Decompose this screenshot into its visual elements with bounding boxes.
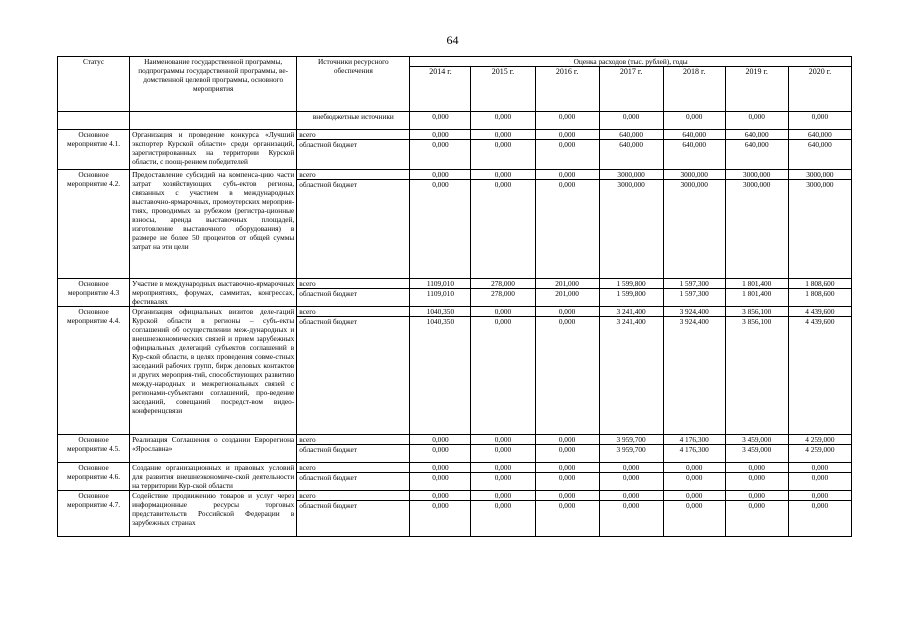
value-cell: 640,000	[599, 140, 663, 170]
measure-status: Основное мероприятие 4.4.	[58, 307, 130, 435]
value-cell: 0,000	[410, 473, 471, 491]
value-cell: 0,000	[410, 435, 471, 445]
measure-name: Реализация Соглашения о создании Еврорегиона «Ярославна»	[130, 435, 297, 463]
value-cell: 201,000	[535, 289, 599, 307]
value-cell: 4 439,600	[788, 317, 851, 435]
value-cell: 640,000	[599, 130, 663, 140]
value-cell: 278,000	[471, 289, 535, 307]
value-cell: 0,000	[725, 463, 788, 473]
offbudget-source: внебюджетные источники	[297, 112, 410, 130]
value-cell: 3 856,100	[725, 317, 788, 435]
measure-status: Основное мероприятие 4.5.	[58, 435, 130, 463]
value-cell: 0,000	[725, 473, 788, 491]
measure-status: Основное мероприятие 4.6.	[58, 463, 130, 491]
value-cell: 0,000	[410, 463, 471, 473]
value-cell: 0,000	[535, 112, 599, 130]
funding-source: всего	[297, 170, 410, 180]
header-year: 2019 г.	[725, 67, 788, 112]
value-cell: 0,000	[471, 473, 535, 491]
funding-source: всего	[297, 130, 410, 140]
measure-name: Предоставление субсидий на компенса-цию части затрат хозяйствующих субъ-ектов региона, связанных с участием в международных выставочно-ярмарочных, промоутерских мероприя-тиях, проводимых за рубежом (регистра-ционные взносы, аренда выставочных площадей, изготовление выставочного оборудования) в размере не более 50 процентов от общей суммы затрат на эти цели	[130, 170, 297, 279]
value-cell: 1040,350	[410, 317, 471, 435]
value-cell: 0,000	[599, 491, 663, 501]
funding-source: областной бюджет	[297, 501, 410, 537]
value-cell: 3000,000	[788, 170, 851, 180]
value-cell: 4 439,600	[788, 307, 851, 317]
value-cell: 0,000	[535, 501, 599, 537]
value-cell: 1109,010	[410, 289, 471, 307]
value-cell: 0,000	[471, 180, 535, 279]
value-cell: 640,000	[725, 130, 788, 140]
value-cell: 0,000	[725, 112, 788, 130]
measure-name: Создание организационных и правовых условий для развития внешнеэкономиче-ской деятельности на территории Кур-ской области	[130, 463, 297, 491]
value-cell: 4 176,300	[663, 445, 725, 463]
funding-source: всего	[297, 307, 410, 317]
value-cell: 1 801,400	[725, 279, 788, 289]
value-cell: 0,000	[725, 501, 788, 537]
measure-status: Основное мероприятие 4.1.	[58, 130, 130, 170]
value-cell: 0,000	[535, 140, 599, 170]
funding-source: областной бюджет	[297, 140, 410, 170]
value-cell: 0,000	[788, 463, 851, 473]
table-row	[58, 463, 852, 473]
measure-name: Организация и проведение конкурса «Лучший экспортер Курской области» среди организаций, зарегистрированных на территории Курской области, с поощ-рением победителей	[130, 130, 297, 170]
funding-source: всего	[297, 435, 410, 445]
value-cell: 3 241,400	[599, 307, 663, 317]
value-cell: 3 959,700	[599, 435, 663, 445]
value-cell: 3 924,400	[663, 317, 725, 435]
header-source: Источники ресурсного обеспечения	[297, 57, 410, 112]
value-cell: 0,000	[471, 112, 535, 130]
funding-source: всего	[297, 279, 410, 289]
value-cell: 0,000	[663, 473, 725, 491]
funding-source: областной бюджет	[297, 317, 410, 435]
value-cell: 0,000	[471, 491, 535, 501]
value-cell: 1 808,600	[788, 279, 851, 289]
value-cell: 3 459,000	[725, 445, 788, 463]
value-cell: 0,000	[535, 445, 599, 463]
value-cell: 0,000	[471, 463, 535, 473]
value-cell: 1 599,800	[599, 279, 663, 289]
funding-source: областной бюджет	[297, 289, 410, 307]
value-cell: 0,000	[788, 501, 851, 537]
budget-table	[57, 56, 852, 537]
value-cell: 3 241,400	[599, 317, 663, 435]
value-cell: 0,000	[599, 473, 663, 491]
value-cell: 0,000	[410, 180, 471, 279]
value-cell: 0,000	[410, 170, 471, 180]
table-row	[58, 279, 852, 289]
value-cell: 0,000	[663, 463, 725, 473]
measure-status: Основное мероприятие 4.7.	[58, 491, 130, 537]
table-row	[58, 170, 852, 180]
header-year: 2015 г.	[471, 67, 535, 112]
value-cell: 0,000	[410, 491, 471, 501]
value-cell: 0,000	[471, 317, 535, 435]
value-cell: 0,000	[471, 140, 535, 170]
value-cell: 0,000	[535, 307, 599, 317]
value-cell: 0,000	[663, 501, 725, 537]
value-cell: 1 808,600	[788, 289, 851, 307]
value-cell: 0,000	[535, 317, 599, 435]
value-cell: 0,000	[663, 491, 725, 501]
value-cell: 3 459,000	[725, 435, 788, 445]
value-cell: 4 259,000	[788, 445, 851, 463]
value-cell: 3 856,100	[725, 307, 788, 317]
value-cell: 0,000	[410, 140, 471, 170]
header-estimate: Оценка расходов (тыс. рублей), годы	[410, 57, 852, 67]
value-cell: 0,000	[471, 170, 535, 180]
value-cell: 0,000	[471, 501, 535, 537]
value-cell: 640,000	[663, 140, 725, 170]
table-row	[58, 491, 852, 501]
value-cell: 0,000	[471, 445, 535, 463]
header-year: 2018 г.	[663, 67, 725, 112]
value-cell: 1109,010	[410, 279, 471, 289]
value-cell: 0,000	[410, 501, 471, 537]
value-cell: 0,000	[535, 170, 599, 180]
value-cell: 1 801,400	[725, 289, 788, 307]
value-cell: 0,000	[599, 463, 663, 473]
value-cell: 278,000	[471, 279, 535, 289]
value-cell: 3000,000	[725, 180, 788, 279]
value-cell: 640,000	[788, 130, 851, 140]
value-cell: 3 924,400	[663, 307, 725, 317]
value-cell: 3000,000	[663, 180, 725, 279]
value-cell: 0,000	[535, 491, 599, 501]
value-cell: 3 959,700	[599, 445, 663, 463]
value-cell: 1 597,300	[663, 289, 725, 307]
table-row	[58, 130, 852, 140]
value-cell: 0,000	[535, 435, 599, 445]
value-cell: 0,000	[410, 112, 471, 130]
funding-source: всего	[297, 491, 410, 501]
value-cell: 201,000	[535, 279, 599, 289]
value-cell: 1 599,800	[599, 289, 663, 307]
value-cell: 0,000	[599, 501, 663, 537]
value-cell: 640,000	[788, 140, 851, 170]
value-cell: 0,000	[725, 491, 788, 501]
value-cell: 0,000	[535, 473, 599, 491]
value-cell: 0,000	[599, 112, 663, 130]
funding-source: областной бюджет	[297, 445, 410, 463]
measure-status: Основное мероприятие 4.3	[58, 279, 130, 307]
value-cell: 3000,000	[788, 180, 851, 279]
measure-name: Участие в международных выставочно-ярмарочных мероприятиях, форумах, саммитах, конгрессах, фестивалях	[130, 279, 297, 307]
value-cell: 0,000	[471, 130, 535, 140]
value-cell: 0,000	[471, 307, 535, 317]
measure-name: Организация официальных визитов деле-гаций Курской области в регионы – субъ-екты соглашений об осуществлении меж-дународных и внешнеэкономических связей и прием зарубежных официальных делегаций субъектов соглашений в Кур-ской области, в целях проведения совме-стных заседаний рабочих групп, бирж деловых контактов и других мероприя-тий, способствующих развитию между-народных и межрегиональных связей с регионами-субъектами соглашений, про-ведение заседаний, совещаний посредст-вом видео-конференцсвязи	[130, 307, 297, 435]
value-cell: 3000,000	[599, 170, 663, 180]
page-number: 64	[446, 33, 459, 47]
value-cell: 0,000	[788, 112, 851, 130]
header-year: 2020 г.	[788, 67, 851, 112]
value-cell: 640,000	[725, 140, 788, 170]
value-cell: 4 259,000	[788, 435, 851, 445]
value-cell: 0,000	[535, 463, 599, 473]
header-year: 2016 г.	[535, 67, 599, 112]
value-cell: 0,000	[788, 491, 851, 501]
value-cell: 1040,350	[410, 307, 471, 317]
value-cell: 640,000	[663, 130, 725, 140]
header-year: 2014 г.	[410, 67, 471, 112]
table-row	[58, 435, 852, 445]
value-cell: 0,000	[663, 112, 725, 130]
header-status: Статус	[58, 57, 130, 112]
value-cell: 0,000	[410, 130, 471, 140]
offbudget-row	[58, 112, 852, 130]
header-year: 2017 г.	[599, 67, 663, 112]
value-cell: 0,000	[471, 435, 535, 445]
header-name: Наименование государственной программы, подпрограммы государственной программы, ве-домственной целевой программы, основного мероприятия	[130, 57, 297, 112]
value-cell: 4 176,300	[663, 435, 725, 445]
value-cell: 0,000	[788, 473, 851, 491]
value-cell: 3000,000	[725, 170, 788, 180]
funding-source: областной бюджет	[297, 180, 410, 279]
value-cell: 1 597,300	[663, 279, 725, 289]
measure-status: Основное мероприятие 4.2.	[58, 170, 130, 279]
value-cell: 3000,000	[599, 180, 663, 279]
funding-source: областной бюджет	[297, 473, 410, 491]
measure-name: Содействие продвижению товаров и услуг через информационные ресурсы торговых представительств Российской Федерации в зарубежных странах	[130, 491, 297, 537]
value-cell: 3000,000	[663, 170, 725, 180]
value-cell: 0,000	[535, 130, 599, 140]
funding-source: всего	[297, 463, 410, 473]
value-cell: 0,000	[410, 445, 471, 463]
value-cell: 0,000	[535, 180, 599, 279]
table-row	[58, 307, 852, 317]
